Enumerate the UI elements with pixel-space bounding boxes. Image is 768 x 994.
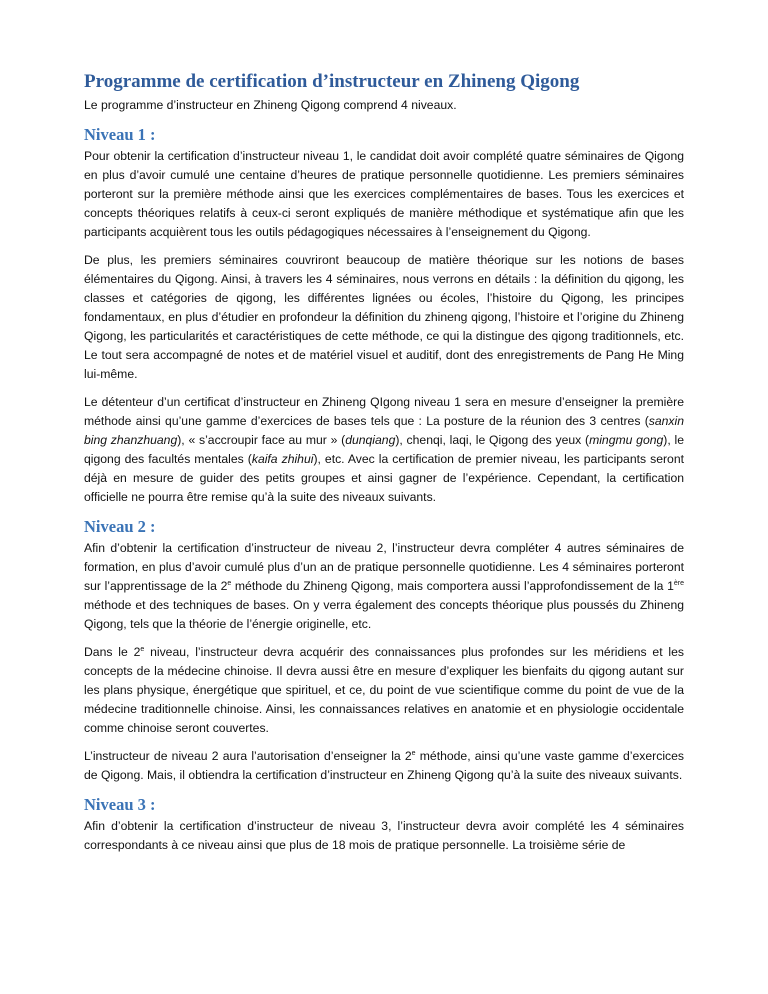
superscript: ère (673, 579, 684, 587)
niveau-2-paragraph-1 (84, 539, 684, 634)
italic-term: mingmu gong (589, 433, 664, 447)
italic-term: kaifa zhihui (251, 452, 314, 466)
niveau-2-paragraph-3 (84, 747, 684, 785)
niveau-2-paragraph-2 (84, 643, 684, 738)
text-run: Afin d’obtenir la certification d’instructeur de niveau 2, l’instructeur devra compléter 4 autres séminaires de formation, en plus d’avoir cumulé plus d’un an de pratique personnelle quotidienne. Les 4 séminaires porteront sur l’apprentissage de la 2 (84, 541, 684, 593)
text-run: ), etc. Avec la certification de premier niveau, les participants seront déjà en mesure de guider des petits groupes et ainsi gagner de l’expérience. Cependant, la certification officielle ne pourra être remise qu’à la suite des niveaux suivants. (84, 452, 684, 504)
section-niveau-2 (84, 516, 684, 785)
superscript: e (411, 749, 416, 757)
document-title: Programme de certification d’instructeur en Zhineng Qigong (84, 71, 580, 92)
text-run: méthode du Zhineng Qigong, mais comportera aussi l’approfondissement de la 1 (231, 579, 674, 593)
section-niveau-3 (84, 794, 684, 855)
superscript: e (227, 579, 232, 587)
text-run: Dans le 2 (84, 645, 141, 659)
document-page (84, 70, 684, 864)
text-run: ), le qigong des facultés mentales ( (84, 433, 684, 466)
niveau-3-paragraph-1: Afin d’obtenir la certification d’instructeur de niveau 3, l’instructeur devra avoir complété les 4 séminaires correspondants à ce niveau ainsi que plus de 18 mois de pratique personnelle. La troisième série de (84, 819, 684, 852)
section-niveau-1 (84, 124, 684, 507)
heading-niveau-2: Niveau 2 : (84, 517, 156, 536)
text-run: Le détenteur d’un certificat d’instructeur en Zhineng QIgong niveau 1 sera en mesure d’enseigner la première méthode ainsi qu’une gamme d’exercices de bases tels que : La posture de la réunion des 3 centres ( (84, 395, 684, 428)
text-run: ), « s’accroupir face au mur » ( (177, 433, 346, 447)
text-run: L’instructeur de niveau 2 aura l’autorisation d’enseigner la 2 (84, 749, 412, 763)
niveau-1-paragraph-2: De plus, les premiers séminaires couvriront beaucoup de matière théorique sur les notions de bases élémentaires du Qigong. Ainsi, à travers les 4 séminaires, nous verrons en détails : la définition du qigong, les classes et catégories de qigong, les différentes lignées ou écoles, l’histoire du Qigong, les principes fondamentaux, en plus d’étudier en profondeur la définition du zhineng qigong, l’histoire et l’origine du Zhineng Qigong, les particularités et caractéristiques de cette méthode, ce qui la distingue des qigong traditionnels, etc. Le tout sera accompagné de notes et de matériel visuel et auditif, dont des enregistrements de Pang He Ming lui-même. (84, 253, 684, 381)
italic-term: sanxin bing zhanzhuang (84, 414, 684, 447)
text-run: ), chenqi, laqi, le Qigong des yeux ( (395, 433, 590, 447)
intro-paragraph: Le programme d’instructeur en Zhineng Qigong comprend 4 niveaux. (84, 98, 457, 112)
heading-niveau-3: Niveau 3 : (84, 795, 156, 814)
italic-term: dunqiang (345, 433, 396, 447)
niveau-1-paragraph-3 (84, 393, 684, 507)
heading-niveau-1: Niveau 1 : (84, 125, 156, 144)
text-run: méthode et des techniques de bases. On y verra également des concepts théorique plus poussés du Zhineng Qigong, tels que la théorie de l’énergie originelle, etc. (84, 598, 684, 631)
text-run: méthode, ainsi qu’une vaste gamme d’exercices de Qigong. Mais, il obtiendra la certification d’instructeur en Zhineng Qigong qu’à la suite des niveaux suivants. (84, 749, 684, 782)
text-run: niveau, l’instructeur devra acquérir des connaissances plus profondes sur les méridiens et les concepts de la médecine chinoise. Il devra aussi être en mesure d’expliquer les bienfaits du qigong autant sur les plans physique, énergétique que spirituel, et ce, du point de vue scientifique comme du point de vue de la médecine traditionnelle chinoise. Ainsi, les connaissances relatives en anatomie et en physiologie occidentale comme chinoise seront couvertes. (84, 645, 684, 735)
niveau-1-paragraph-1: Pour obtenir la certification d’instructeur niveau 1, le candidat doit avoir complété quatre séminaires de Qigong en plus d’avoir cumulé une centaine d’heures de pratique personnelle quotidienne. Les premiers séminaires porteront sur la première méthode ainsi que les exercices complémentaires de bases. Tous les exercices et concepts théoriques relatifs à ceux-ci seront expliqués de manière méthodique et systématique afin que les participants acquièrent tous les outils pédagogiques nécessaires à l’enseignement du Qigong. (84, 149, 684, 239)
superscript: e (140, 645, 145, 653)
